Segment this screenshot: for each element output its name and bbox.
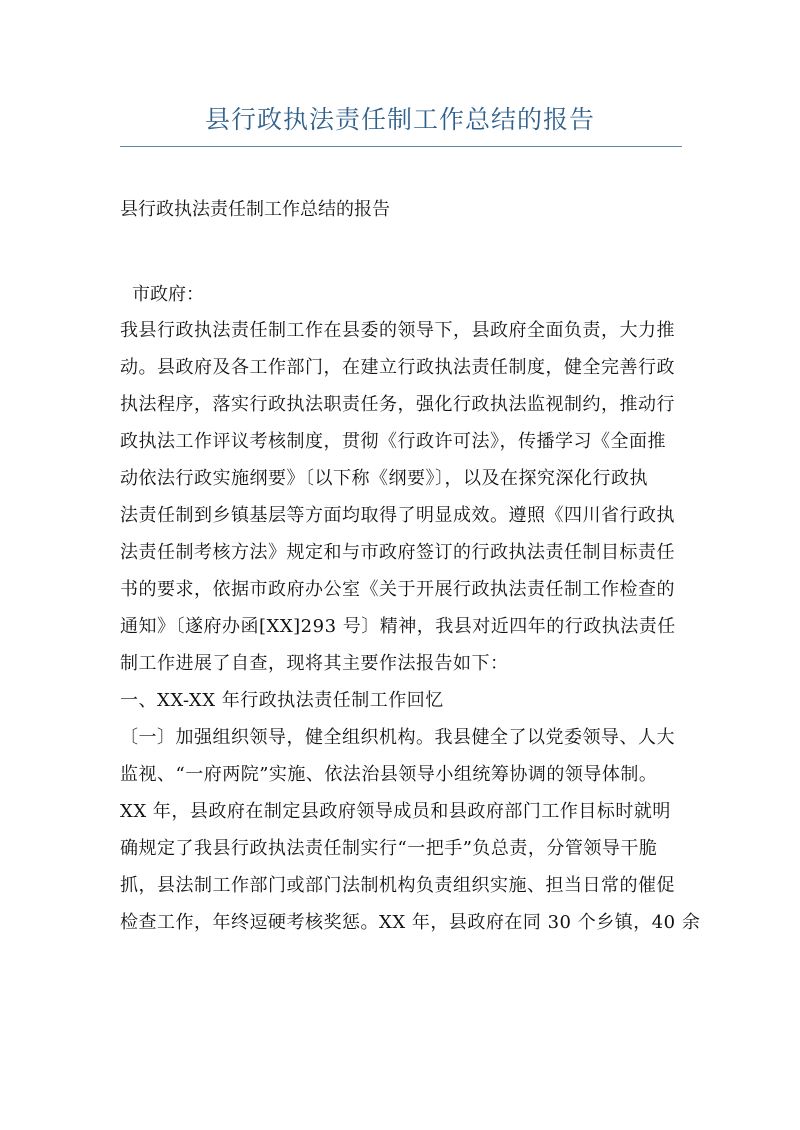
text-line: 动依法行政实施纲要》〔以下称《纲要》〕，以及在探究深化行政执 [120, 468, 648, 489]
text-line: 制工作进展了自查，现将其主要作法报告如下： [120, 653, 509, 674]
text-line: 〔一〕加强组织领导，健全组织机构。我县健全了以党委领导、人大 [120, 727, 675, 748]
section-heading: 一、XX-XX 年行政执法责任制工作回忆 [120, 690, 444, 711]
salutation: 市政府： [132, 284, 204, 305]
body-paragraph [120, 312, 701, 941]
text-line: 监视、“一府两院”实施、依法治县领导小组统筹协调的领导体制。 [120, 764, 658, 785]
text-line: 政执法工作评议考核制度，贯彻《行政许可法》，传播学习《全面推 [120, 431, 666, 452]
text-line: 我县行政执法责任制工作在县委的领导下，县政府全面负责，大力推 [120, 320, 675, 341]
text-line: 动。县政府及各工作部门，在建立行政执法责任制度，健全完善行政 [120, 357, 675, 378]
text-line: 通知》〔遂府办函[XX]293 号〕精神，我县对近四年的行政执法责任 [120, 616, 676, 637]
text-line: 确规定了我县行政执法责任制实行“一把手”负总责，分管领导干脆 [120, 838, 658, 859]
title-divider [120, 146, 682, 147]
text-line: 检查工作，年终逗硬考核奖惩。XX 年，县政府在同 30 个乡镇，40 余 [120, 912, 701, 933]
document-subtitle: 县行政执法责任制工作总结的报告 [120, 199, 390, 220]
text-line: XX 年，县政府在制定县政府领导成员和县政府部门工作目标时就明 [120, 801, 671, 822]
document-title: 县行政执法责任制工作总结的报告 [204, 105, 595, 134]
text-line: 抓，县法制工作部门或部门法制机构负责组织实施、担当日常的催促 [120, 875, 675, 896]
text-line: 法责任制到乡镇基层等方面均取得了明显成效。遵照《四川省行政执 [120, 505, 675, 526]
text-line: 执法程序，落实行政执法职责任务，强化行政执法监视制约，推动行 [120, 394, 675, 415]
text-line: 书的要求，依据市政府办公室《关于开展行政执法责任制工作检查的 [120, 579, 675, 600]
text-line: 法责任制考核方法》规定和与市政府签订的行政执法责任制目标责任 [120, 542, 675, 563]
